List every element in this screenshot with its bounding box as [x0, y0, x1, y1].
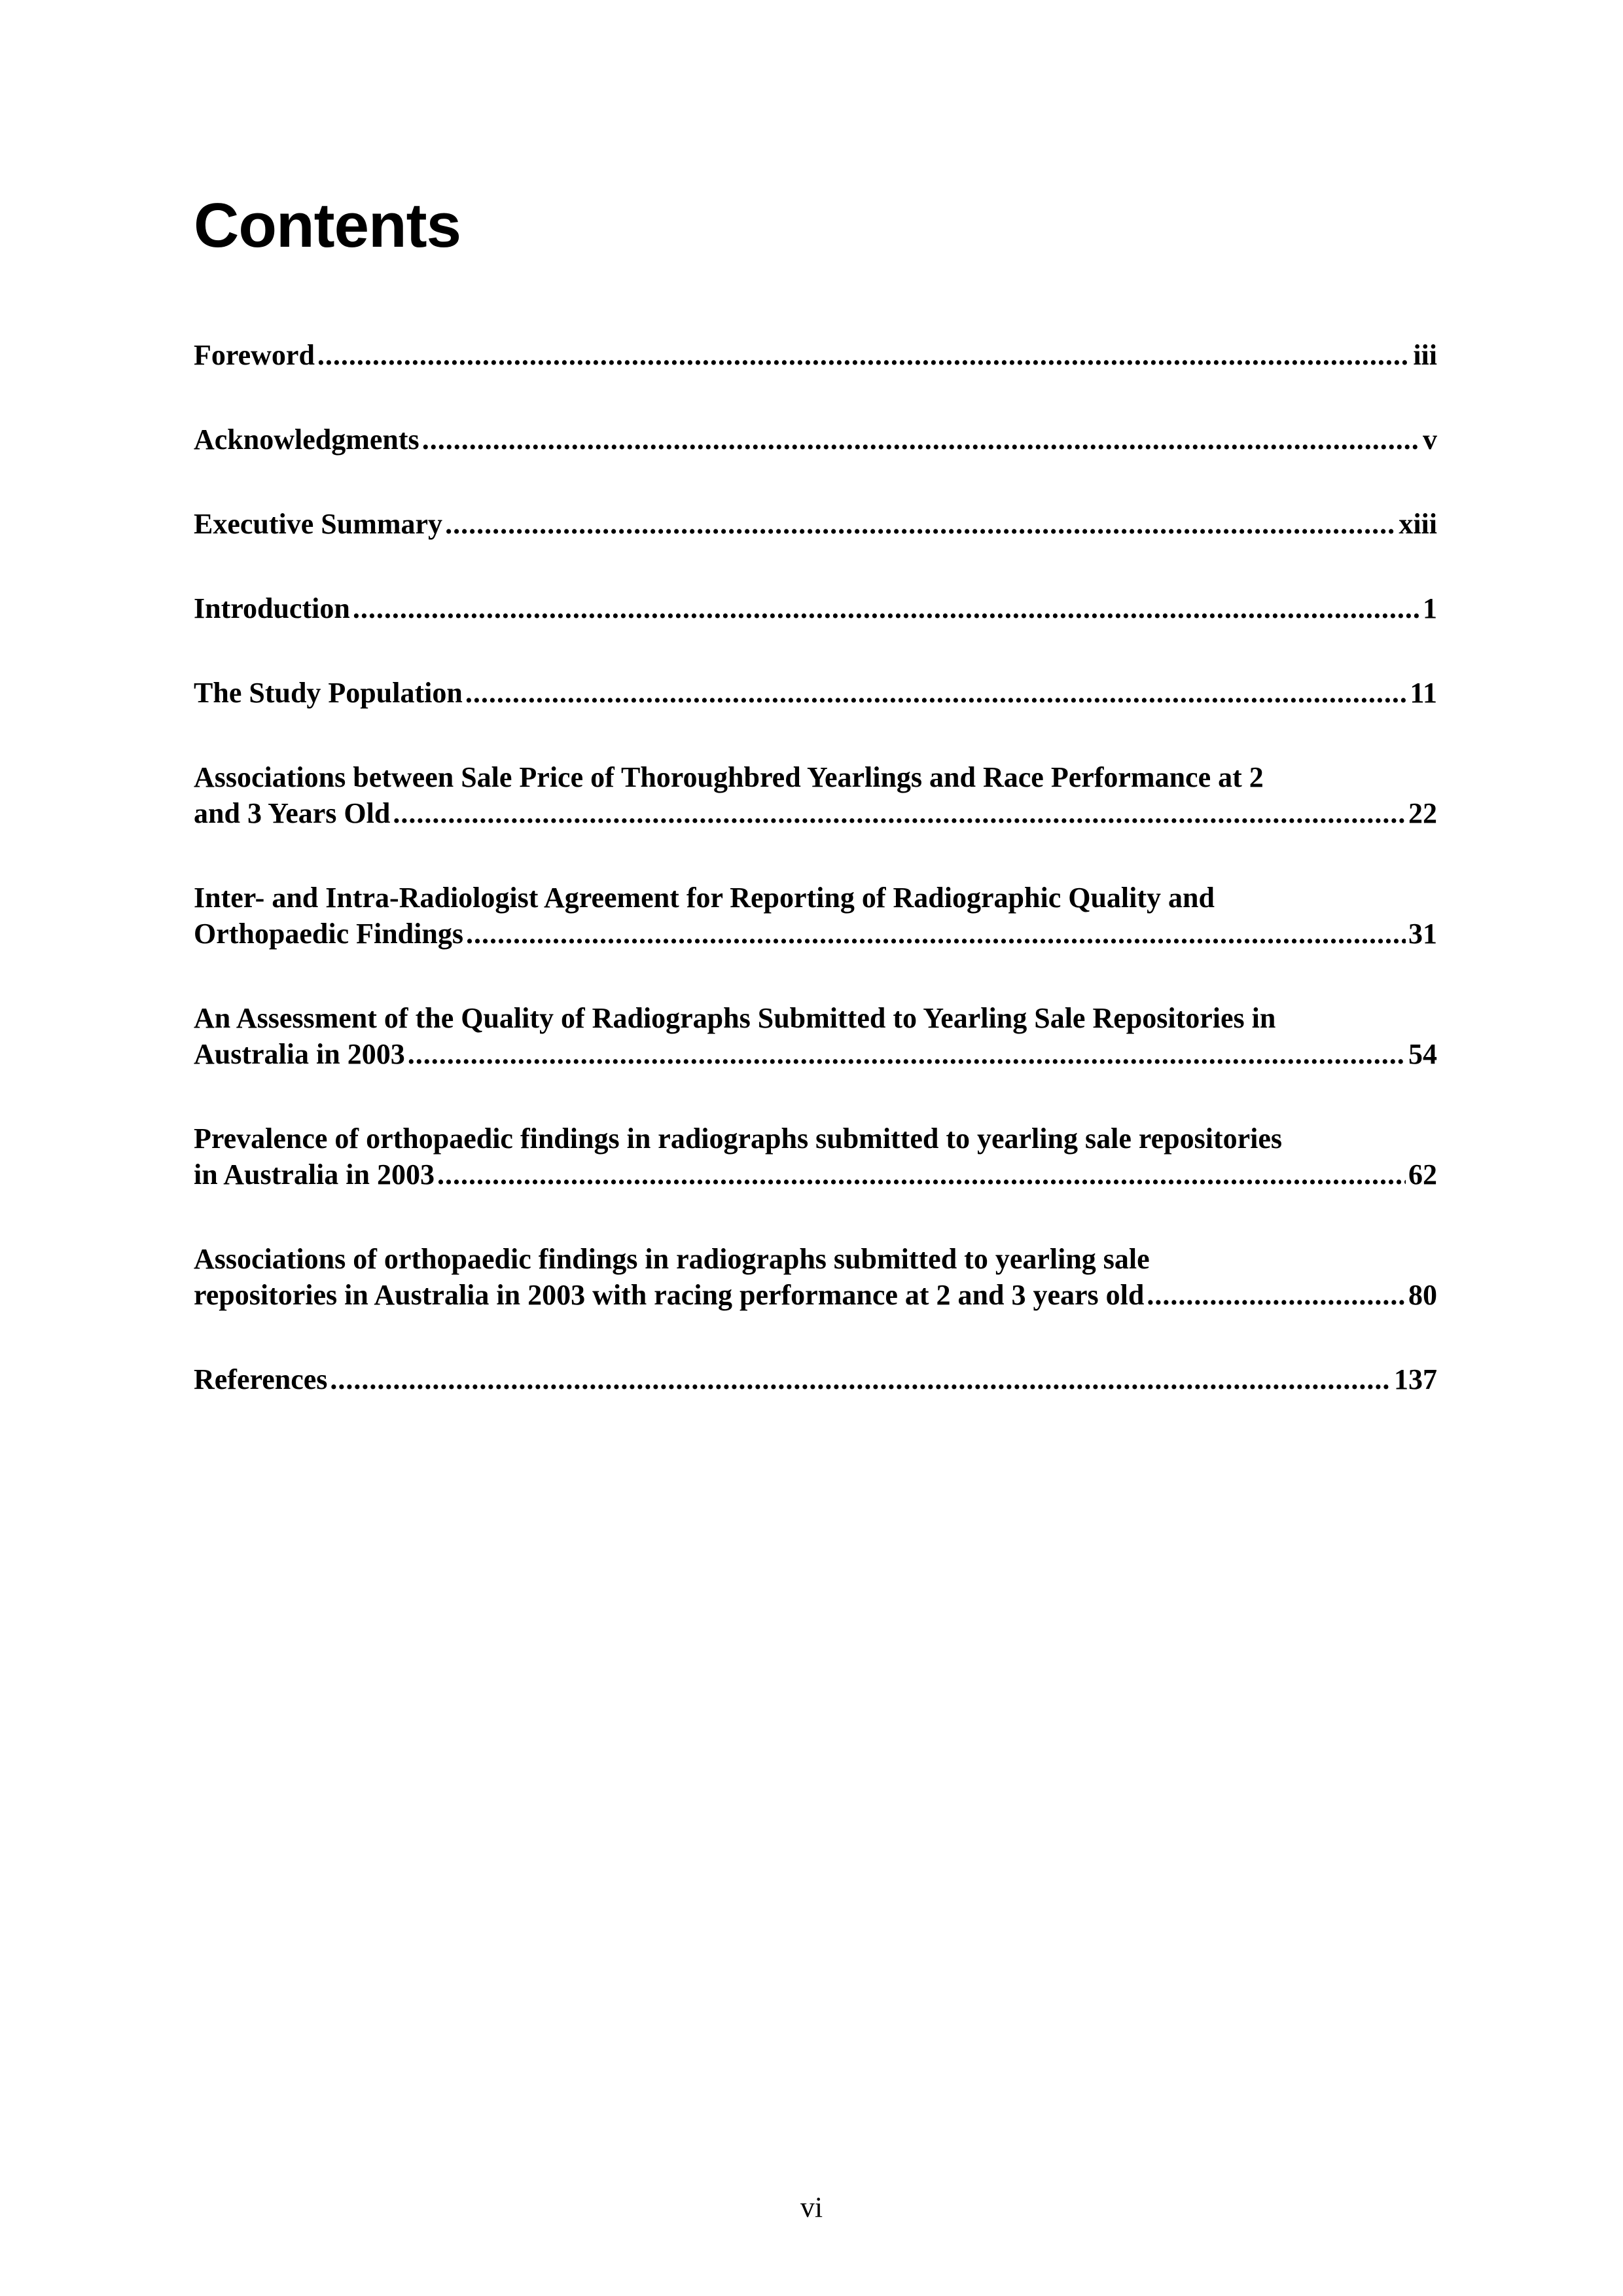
toc-entry-line — [194, 1277, 1437, 1313]
dot-leader — [465, 675, 1408, 711]
toc-entry-line — [194, 506, 1437, 542]
dot-leader — [422, 422, 1420, 457]
toc-entry-line — [194, 337, 1437, 373]
toc-entry-references[interactable] — [194, 1361, 1437, 1397]
toc-entry-line — [194, 422, 1437, 457]
dot-leader — [353, 590, 1420, 626]
toc-entry-page: 54 — [1408, 1038, 1437, 1070]
dot-leader — [466, 916, 1406, 952]
toc-entry-study-population[interactable] — [194, 675, 1437, 711]
toc-entry-title-line1: Inter- and Intra-Radiologist Agreement for Reporting of Radiographic Quality and — [194, 882, 1215, 914]
toc-entry-page: xiii — [1399, 508, 1437, 540]
toc-entry-title: Acknowledgments — [194, 423, 419, 456]
dot-leader — [445, 506, 1396, 542]
toc-entry-title: and 3 Years Old — [194, 797, 391, 829]
toc-entry-executive-summary[interactable] — [194, 506, 1437, 542]
toc-entry-line — [194, 916, 1437, 952]
toc-entry-orthopaedic-prevalence[interactable] — [194, 1121, 1437, 1193]
toc-entry-title-line1: Associations between Sale Price of Thoroughbred Yearlings and Race Performance at 2 — [194, 761, 1264, 793]
toc-entry-page: iii — [1413, 339, 1437, 371]
toc-entry-title: References — [194, 1363, 328, 1395]
dot-leader — [317, 337, 1410, 373]
toc-entry-title: repositories in Australia in 2003 with racing performance at 2 and 3 years old — [194, 1279, 1145, 1311]
toc-entry-radiologist-agreement[interactable] — [194, 880, 1437, 952]
toc-entry-line — [194, 1036, 1437, 1072]
toc-entry-page: v — [1423, 423, 1437, 456]
toc-entry-page: 1 — [1423, 592, 1437, 624]
dot-leader — [330, 1361, 1391, 1397]
toc-entry-title-line1: Prevalence of orthopaedic findings in radiographs submitted to yearling sale repositories — [194, 1122, 1282, 1155]
toc-entry-title-line1: Associations of orthopaedic findings in radiographs submitted to yearling sale — [194, 1243, 1150, 1275]
toc-entry-sale-price-associations[interactable] — [194, 759, 1437, 831]
toc-entry-foreword[interactable] — [194, 337, 1437, 373]
toc-entry-introduction[interactable] — [194, 590, 1437, 626]
toc-entry-title: Foreword — [194, 339, 315, 371]
toc-entry-title: Orthopaedic Findings — [194, 918, 463, 950]
toc-entry-line — [194, 1361, 1437, 1397]
toc-entry-line — [194, 795, 1437, 831]
toc-entry-page: 31 — [1408, 918, 1437, 950]
toc-entry-page: 22 — [1408, 797, 1437, 829]
toc-entry-acknowledgments[interactable] — [194, 422, 1437, 457]
dot-leader — [393, 795, 1406, 831]
toc-entry-page: 80 — [1408, 1279, 1437, 1311]
toc-entry-title: in Australia in 2003 — [194, 1158, 435, 1191]
toc-entry-line — [194, 1157, 1437, 1193]
toc-entry-title: Introduction — [194, 592, 350, 624]
toc-entry-title-line1: An Assessment of the Quality of Radiographs Submitted to Yearling Sale Repositories in — [194, 1002, 1276, 1034]
toc-entry-line — [194, 675, 1437, 711]
toc-entry-radiograph-quality[interactable] — [194, 1000, 1437, 1072]
toc-entry-page: 11 — [1410, 677, 1437, 709]
toc-entry-page: 62 — [1408, 1158, 1437, 1191]
dot-leader — [437, 1157, 1406, 1193]
toc-entry-title: The Study Population — [194, 677, 463, 709]
toc-entry-line — [194, 590, 1437, 626]
dot-leader — [1147, 1277, 1406, 1313]
toc-entry-title: Australia in 2003 — [194, 1038, 405, 1070]
page-number: vi — [800, 2191, 823, 2223]
dot-leader — [408, 1036, 1406, 1072]
table-of-contents — [194, 337, 1437, 1446]
page-title: Contents — [194, 190, 461, 260]
toc-entry-orthopaedic-associations[interactable] — [194, 1241, 1437, 1313]
toc-entry-title: Executive Summary — [194, 508, 443, 540]
toc-entry-page: 137 — [1394, 1363, 1437, 1395]
